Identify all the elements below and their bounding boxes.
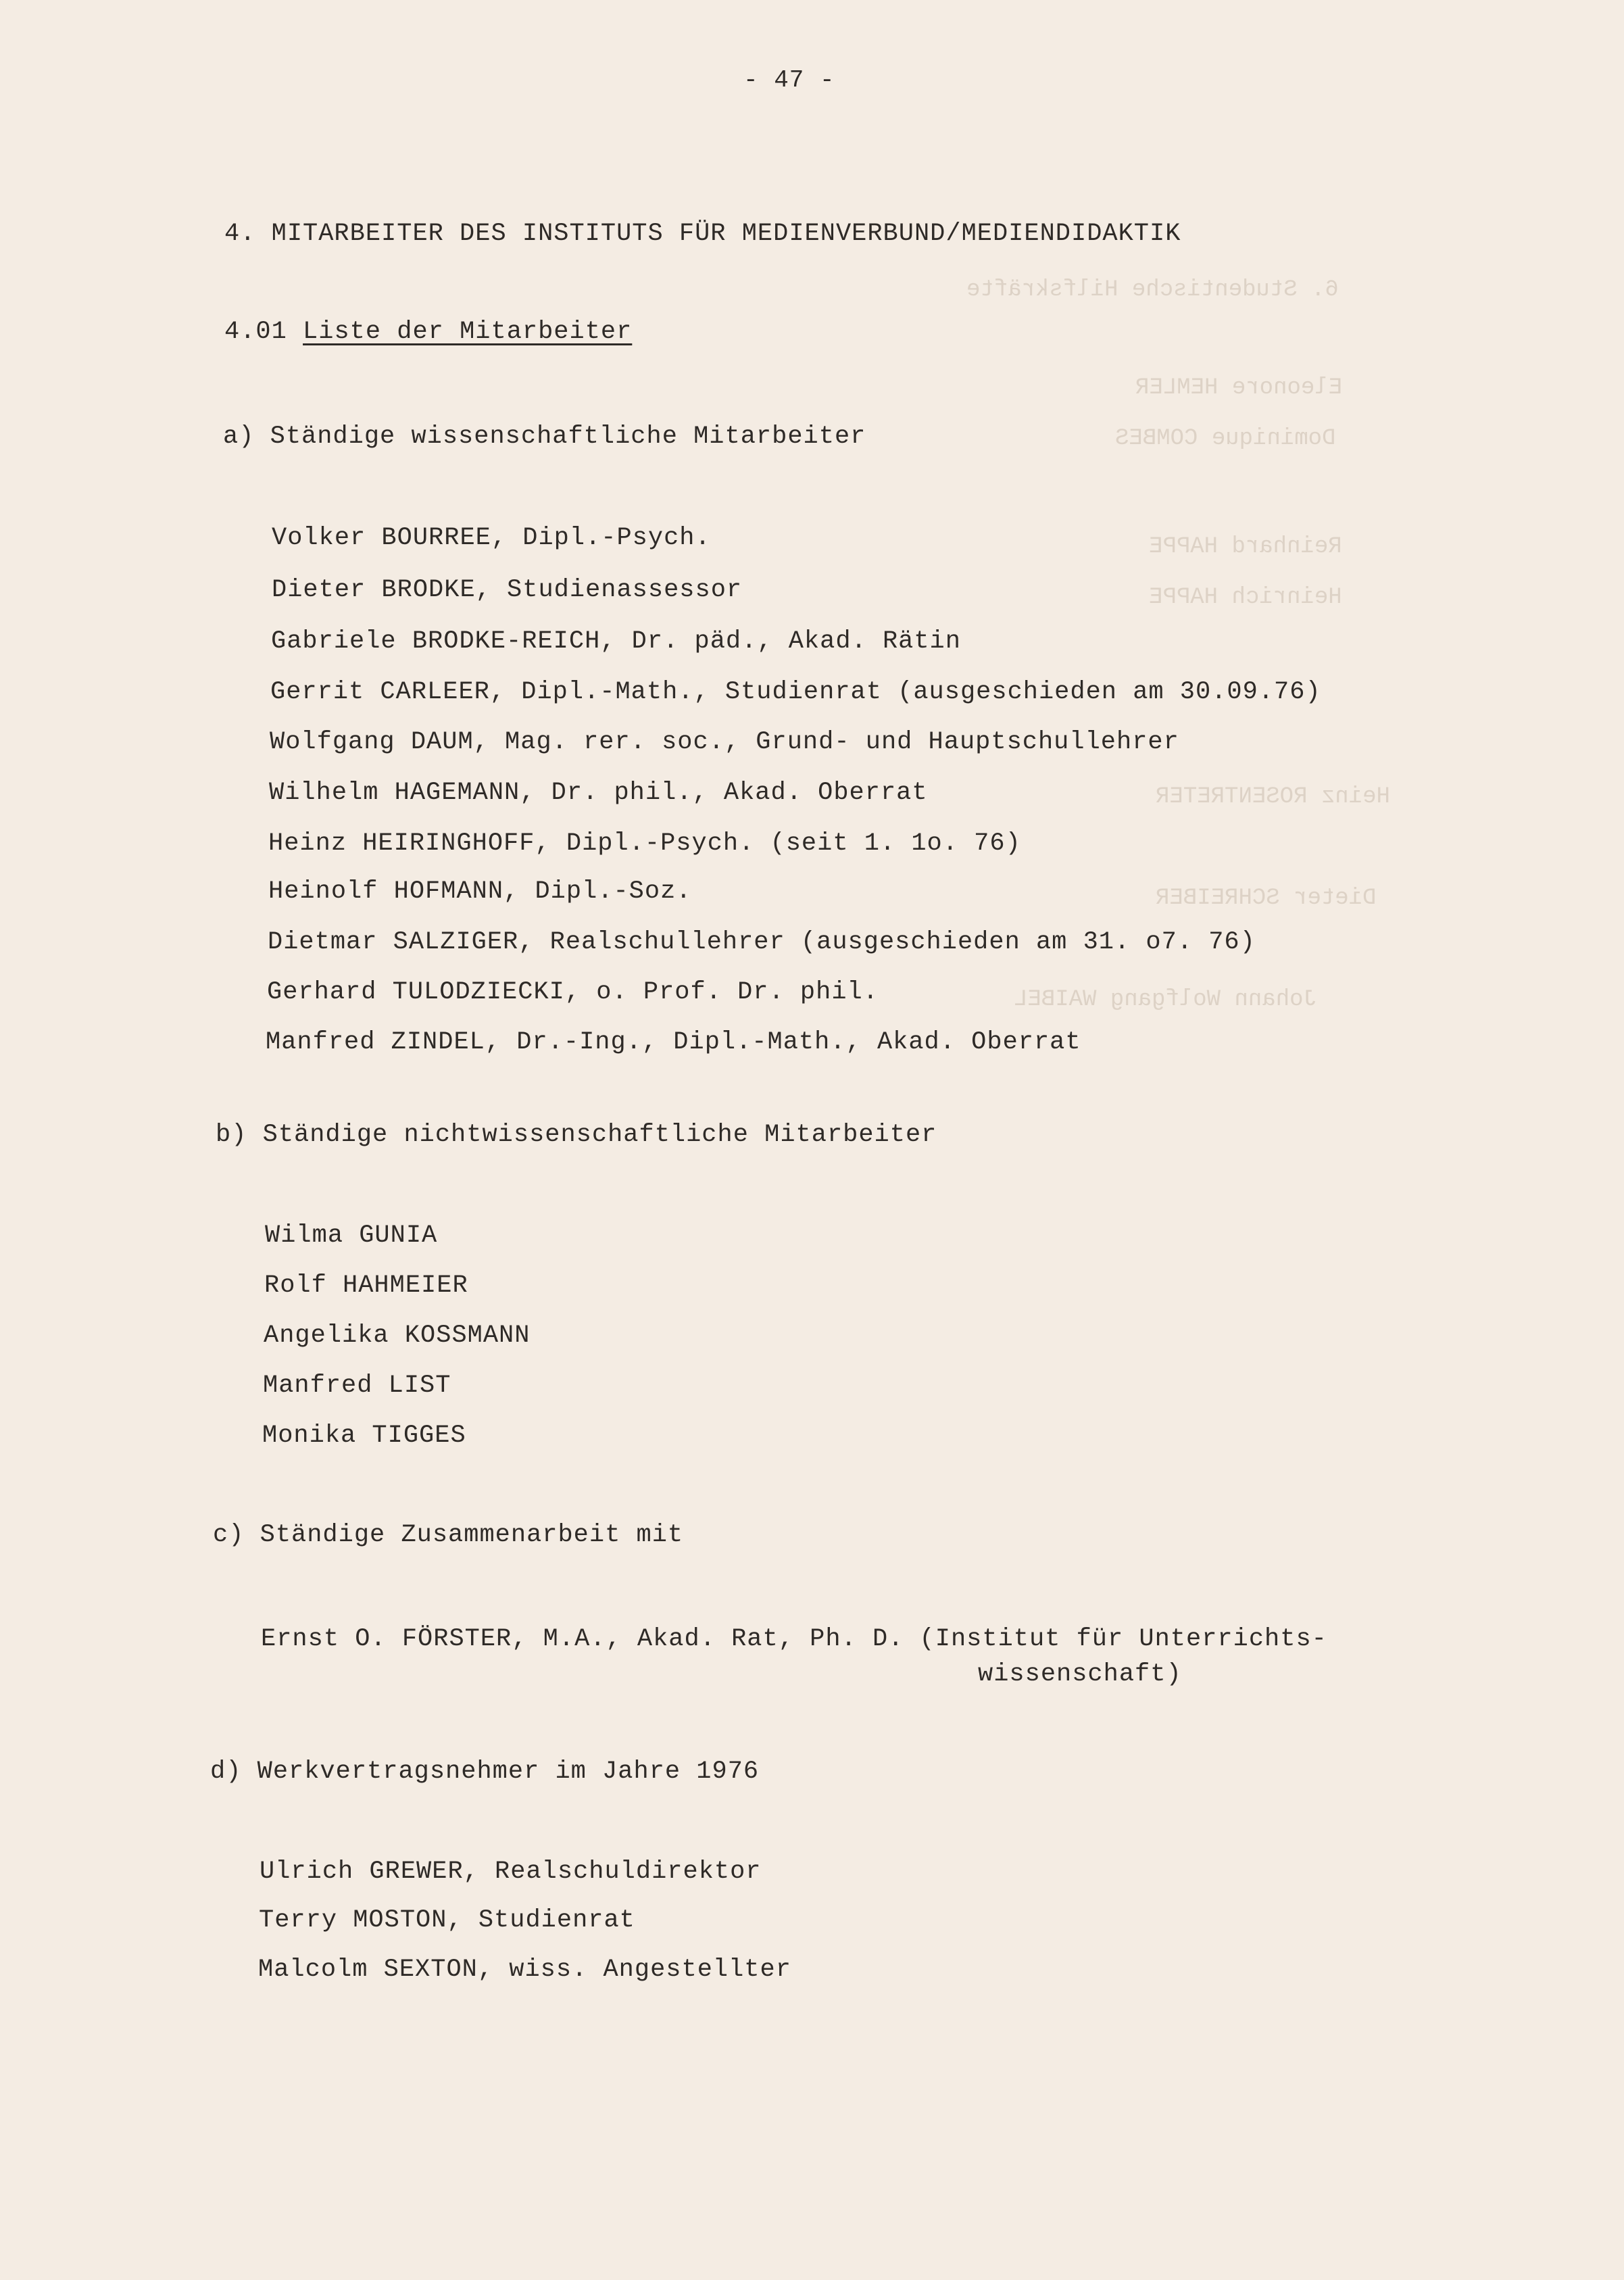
list-item: Rolf HAHMEIER <box>264 1271 468 1300</box>
bleed-through: Reinhard HAPPE <box>1149 534 1342 560</box>
list-item: Malcolm SEXTON, wiss. Angestellter <box>258 1956 791 1984</box>
list-item: Ulrich GREWER, Realschuldirektor <box>260 1858 762 1886</box>
list-item: Wilma GUNIA <box>265 1221 438 1250</box>
list-item: Terry MOSTON, Studienrat <box>259 1906 635 1935</box>
section-b-label: b) Ständige nichtwissenschaftliche Mitarbeiter <box>216 1121 937 1149</box>
list-item: Manfred ZINDEL, Dr.-Ing., Dipl.-Math., Akad. Oberrat <box>266 1028 1081 1057</box>
bleed-through: 6. Studentische Hilfskräfte <box>966 277 1339 303</box>
list-item: Monika TIGGES <box>262 1422 466 1450</box>
bleed-through: Johann Wolfgang WAIBEL <box>1014 987 1317 1013</box>
list-item: Heinolf HOFMANN, Dipl.-Soz. <box>268 877 692 906</box>
list-item: Volker BOURREE, Dipl.-Psych. <box>272 524 711 552</box>
bleed-through: Heinrich HAPPE <box>1149 585 1342 610</box>
list-item: Dieter BRODKE, Studienassessor <box>272 576 743 604</box>
list-item: Gabriele BRODKE-REICH, Dr. päd., Akad. Rätin <box>271 627 961 656</box>
section-d-label: d) Werkvertragsnehmer im Jahre 1976 <box>210 1757 760 1786</box>
section-heading: 4. MITARBEITER DES INSTITUTS FÜR MEDIENVERBUND/MEDIENDIDAKTIK <box>224 220 1181 248</box>
collaboration-line-2: wissenschaft) <box>978 1660 1182 1689</box>
bleed-through: Eleonore HEMLER <box>1135 375 1343 401</box>
page-number: - 47 - <box>743 66 835 94</box>
list-item: Gerhard TULODZIECKI, o. Prof. Dr. phil. <box>267 978 879 1006</box>
bleed-through: Heinz ROSENTRETER <box>1156 784 1390 810</box>
subsection-title: Liste der Mitarbeiter <box>303 318 633 346</box>
list-item: Wilhelm HAGEMANN, Dr. phil., Akad. Oberrat <box>269 779 928 807</box>
section-c-label: c) Ständige Zusammenarbeit mit <box>213 1521 684 1549</box>
bleed-through: Dieter SCHREIBER <box>1156 886 1377 911</box>
list-item: Heinz HEIRINGHOFF, Dipl.-Psych. (seit 1. 1o. 76) <box>268 829 1021 858</box>
subsection-heading <box>224 318 632 346</box>
list-item: Manfred LIST <box>263 1372 451 1400</box>
list-item: Gerrit CARLEER, Dipl.-Math., Studienrat (ausgeschieden am 30.09.76) <box>270 678 1321 706</box>
subsection-number: 4.01 <box>224 318 287 346</box>
list-item: Angelika KOSSMANN <box>264 1321 531 1350</box>
collaboration-line-1: Ernst O. FÖRSTER, M.A., Akad. Rat, Ph. D. (Institut für Unterrichts- <box>261 1625 1327 1653</box>
list-item: Wolfgang DAUM, Mag. rer. soc., Grund- und Hauptschullehrer <box>270 728 1179 756</box>
bleed-through: Dominique COMBES <box>1115 426 1336 452</box>
list-item: Dietmar SALZIGER, Realschullehrer (ausgeschieden am 31. o7. 76) <box>268 928 1256 956</box>
section-a-label: a) Ständige wissenschaftliche Mitarbeiter <box>223 422 866 451</box>
